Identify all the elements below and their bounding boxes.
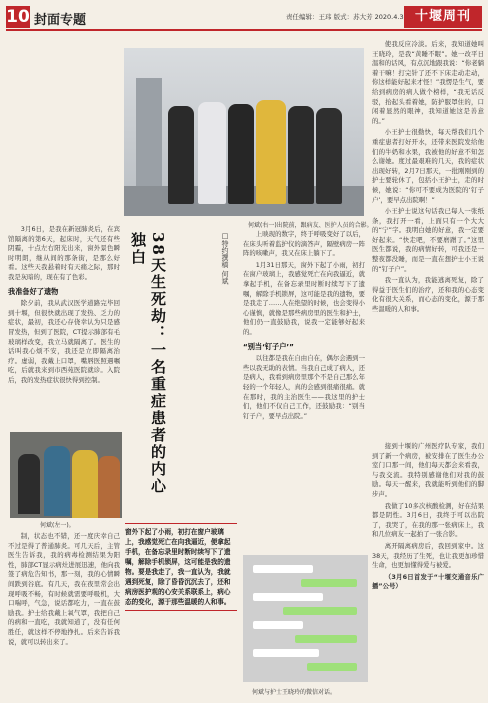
paragraph: 以往都是我在自由自在，偶尔会遇到一些以我无助的表情。当我自己成了病人，还是病人，我看到病房里那个不是自己那么年轻的一个年轻人，真的会感到很痛很痛。就在那时，我的主治医生——我这里的护士们，他们不仅自己工作，还鼓励我：“别当钉子户，要早点出院。” bbox=[243, 354, 365, 420]
column-3 bbox=[243, 230, 365, 552]
phone-photo-caption: 何斌与护士王晓玲的微信对话。 bbox=[252, 689, 337, 696]
paragraph: 小王护士说这句话我已每人一张纸条，我打开一看，上面只有一个大大的“宁”字。我明白她的好意，我一定要好起来。“快走吧，不要磨蹭了。”这里医生都说，我的病情好转，可我还是一整夜都没睡，而是一直在想护士小王说的“钉子户”。 bbox=[372, 207, 484, 273]
subhead-will: 我准备好了遗物 bbox=[8, 286, 59, 296]
paragraph: 3月6日，是我在新冠肺炎后，在宾馆隔离的第6天，起床时，天气还有些阴霾，十点左右阳光出来，窗外景色瞬时明朗，继从间的那条街，是那么好看。这些天我悬着时有天痛之际，那时我是灰暗的，现在有了色彩。 bbox=[8, 225, 120, 281]
paragraph: 我一直认为，我能逃离死复，除了得益于医生们的治疗，还和我的心态变化有很大关系，而心态的变化，源于那些温暖的人和事。 bbox=[372, 276, 484, 314]
paragraph: 小王护士很勤快，每天帮我们几个重症患者打好开水，还带来医院发给他们的牛奶和水果，我被他的好意不知怎么谢她。度过最艰难的几天，我的症状出现好转，2月7日那天，一批刚刚到的护士要轮休了，包括小王护士，走的时候，她说：“你可不要成为医院的‘钉子户’，要早点出院啊！” bbox=[372, 128, 484, 204]
paragraph: 接到十堰的广州医疗队专家，我们到了新一个病房，被安排在了医生办公室门口那一间，他们每天都会来看我，与我交流。我特别感谢他们对我的鼓励。每天一醒来，我就能听到他们的脚步声。 bbox=[372, 442, 484, 498]
section-title: 封面专题 bbox=[34, 13, 87, 28]
left-photo-caption: 何斌(左一)。 bbox=[40, 522, 75, 529]
headline: 38天生死劫：一名重症患者的内心独白 bbox=[129, 232, 167, 495]
column-1-upper bbox=[8, 225, 120, 430]
wechat-screenshot bbox=[243, 555, 368, 682]
paragraph: 上映现的数字，终于呼吸变好了以后，在床头听着监护仪的滴答声，隔壁病房一阵阵的咳嗽声，我又在床上躺下了。 bbox=[243, 230, 365, 258]
subhead-nail: “别当‘钉子户’” bbox=[243, 341, 294, 351]
paragraph: 离开隔离病房后，我回到家中。这38天，我经历了生死，也让我更加珍惜生命，也更加懂得爱与被爱。 bbox=[372, 541, 484, 570]
paragraph: 我做了10多次核酸检测，好在结果都是阴性。3月6日，我终于可以出院了，我哭了，在我的那一张病床上，我和几位病友一起拍了一张合影。 bbox=[372, 501, 484, 539]
column-1-lower bbox=[8, 532, 120, 700]
patient-photo bbox=[10, 432, 122, 518]
headline-block bbox=[124, 232, 236, 504]
header-meta: 责任编辑：王玮 版式：苏大芳 2020.4.3 bbox=[286, 13, 404, 21]
paragraph: 1月31日那天，窗外下起了小雨，初打在窗户玻璃上，我感觉死亡在向我逼近，就拿起手机，在备忘录里时断时续写下了遗嘱，解除手机锁屏，这可能是我的遗物，要是我走了……人在绝望的时候，也会变得小心谨慎，就像是那些病房里的医生和护士，他们仍一直鼓励我，说我一定能够好起来的。 bbox=[243, 260, 365, 336]
header-rule bbox=[6, 29, 482, 31]
page-number: 10 bbox=[6, 7, 30, 27]
masthead: 十堰周刊 bbox=[404, 6, 482, 28]
paragraph: 使我反应冷淡。后来，我知道她叫王晓玲，是我“黄睡不眠”。她一改平日温和的话风，有点沉地跟我说：“你老躺着干嘛！打完针了还不下床走动走动，你这样能好起来才怪！”我愣是生气，要给到病房的病人做个榜样，“我无话反驳，抬起头看着她，防护服罩住的，口闲着显然的眼神，我知道她这是善意的。” bbox=[372, 40, 484, 125]
main-photo-caption: 何斌(右一)出院前，跟病友、医护人员的合影。 bbox=[248, 222, 373, 229]
column-5 bbox=[372, 442, 484, 698]
column-4 bbox=[372, 40, 484, 440]
group-photo bbox=[124, 48, 364, 216]
intro-quote: 窗外下起了小雨，初打在窗户玻璃上，我感觉死亡在向我逼近，便拿起手机，在备忘录里时断时续写下了遗嘱，解除手机锁屏，这可能是我的遗物。要是我走了，我一直认为，我就遇到死复，除了昏昏沉沉去了，还和病房医护观的心安关系联系上，病心态的变化，源于那些温暖的人和事。 bbox=[125, 523, 237, 611]
paragraph: 除夕前，我从武汉医学道路完毕回到十堰，但很快就出现了发热、乏力的症状，最初，我还心存侥幸认为只是感冒发热，但到了医院，CT提示肺部有毛玻璃样改变，我立马就隔离了。医生的话叫我心烦不安，我还是立即隔离治疗。虚弱，我戴上口罩，嘴唇医照遇嘱吃，后就我来到市西苑医院就诊。入院后，我的发热症状很快得到控制。 bbox=[8, 299, 120, 384]
paragraph: 制，状态也不错，还一度庆幸自己不过是得了普通肺炎。可几天后，主管医生告诉我，我的病毒检测结果为阳性，肺部CT显示病灶进展迅速，他向我签了病危告知书，那一刻，我的心情瞬间跌到谷底。有几天，我在夜里常会出现呼吸不畅，有时候就需要呼吸机，大口喘呼，气急，说话都吃力，一直在鼓励我。护士给我戴上氧气罩，我把自己的病和一直吃，我就知道了，没有任何胜任，就这样不停地挣扎。后来告诉我说，就可以转出来了。 bbox=[8, 532, 120, 646]
sign-off: （3月6日首发于“十堰交通音乐广播”公号） bbox=[372, 572, 484, 591]
byline: □特约撰稿 何斌 bbox=[221, 232, 229, 285]
